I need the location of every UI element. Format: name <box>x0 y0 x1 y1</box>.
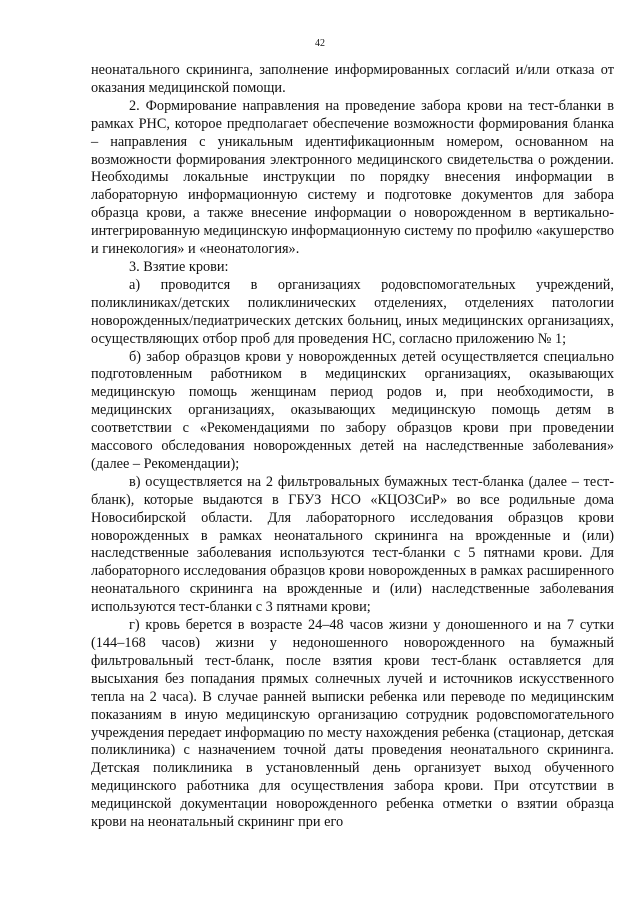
document-body <box>91 62 614 832</box>
paragraph-item-2: 2. Формирование направления на проведение забора крови на тест-бланки в рамках РНС, которое предполагает обеспечение возможности формирования бланка – направления с уникальным идентификационным номером, основанном на возможности формирования электронного медицинского свидетельства о рождении. Необходимы локальные инструкции по порядку внесения информации в лабораторную информационную систему и подготовке документов для забора образца крови, а также внесение информации о новорожденном в вертикально-интегрированную медицинскую информационную систему по профилю «акушерство и гинекология» и «неонатология». <box>91 97 614 258</box>
paragraph-subitem-v: в) осуществляется на 2 фильтровальных бумажных тест-бланка (далее – тест-бланк), которые выдаются в ГБУЗ НСО «КЦОЗСиР» во все родильные дома Новосибирской области. Для лабораторного исследования образцов крови новорожденных в рамках неонатального скрининга на врожденные и (или) наследственные заболевания используются тест-бланки с 5 пятнами крови. Для лабораторного исследования образцов крови новорожденных в рамках расширенного неонатального скрининга на врожденные и (или) наследственные заболевания используются тест-бланки с 3 пятнами крови; <box>91 473 614 616</box>
paragraph-subitem-g: г) кровь берется в возрасте 24–48 часов жизни у доношенного и на 7 сутки (144–168 часов) жизни у недоношенного новорожденного на бумажный фильтровальный тест-бланк, после взятия крови тест-бланк оставляется для высыхания без попадания прямых солнечных лучей и источников искусственного тепла на 2 часа). В случае ранней выписки ребенка или переводе по медицинским показаниям в иную медицинскую организацию сотрудник родовспомогательного учреждения передает информацию по месту нахождения ребенка (стационар, детская поликлиника) с назначением точной даты проведения неонатального скрининга. Детская поликлиника в установленный день организует выход обученного медицинского работника для осуществления забора крови. При отсутствии в медицинской документации новорожденного ребенка отметки о взятии образца крови на неонатальный скрининг при его <box>91 617 614 831</box>
page-number: 42 <box>315 38 325 49</box>
paragraph-continuation: неонатального скрининга, заполнение информированных согласий и/или отказа от оказания медицинской помощи. <box>91 62 614 96</box>
paragraph-item-3-heading: 3. Взятие крови: <box>129 258 229 275</box>
paragraph-subitem-b: б) забор образцов крови у новорожденных детей осуществляется специально подготовленным работником в медицинских организациях, оказывающих медицинскую помощь женщинам период родов и, при необходимости, в медицинских организациях, оказывающих медицинскую помощь детям в соответствии с «Рекомендациями по забору образцов крови при проведении массового обследования новорожденных детей на наследственные заболевания» (далее – Рекомендации); <box>91 348 614 472</box>
paragraph-subitem-a: а) проводится в организациях родовспомогательных учреждений, поликлиниках/детских поликлинических отделениях, отделениях патологии новорожденных/педиатрических детских больниц, иных медицинских организациях, осуществляющих отбор проб для проведения НС, согласно приложению № 1; <box>91 276 614 347</box>
